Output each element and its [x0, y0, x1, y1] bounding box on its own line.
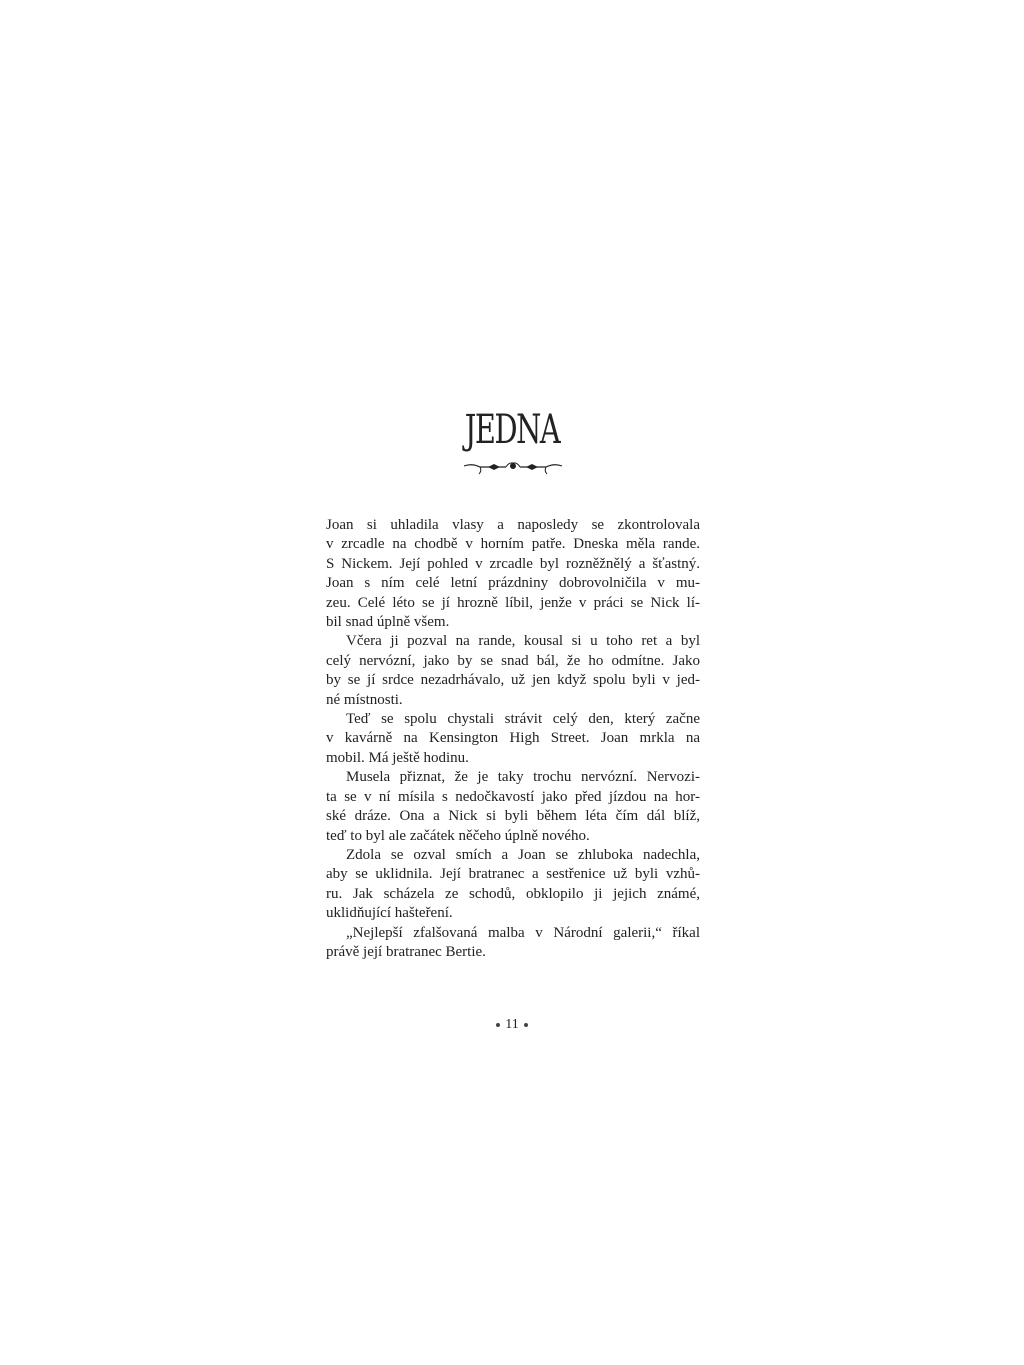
chapter-title: JEDNA — [464, 407, 560, 453]
text-line: Joan s ním celé letní prázdniny dobrovolničila v mu- — [326, 575, 700, 592]
page-number-label: 11 — [505, 1017, 519, 1032]
text-line: né místnosti. — [326, 691, 403, 708]
text-line: ta se v ní mísila s nedočkavostí jako před jízdou na hor- — [326, 788, 700, 805]
text-line: Zdola se ozval smích a Joan se zhluboka nadechla, — [346, 846, 700, 863]
text-line: mobil. Má ještě hodinu. — [326, 749, 469, 766]
text-line: S Nickem. Její pohled v zrcadle byl rozněžnělý a šťastný. — [326, 555, 700, 572]
text-line: zeu. Celé léto se jí hrozně líbil, jenže v práci se Nick lí- — [326, 594, 700, 611]
body-text — [326, 516, 700, 962]
text-line: celý nervózní, jako by se snad bál, že ho odmítne. Jako — [326, 652, 700, 669]
text-line: by se jí srdce nezadrhávalo, už jen když spolu byli v jed- — [326, 672, 700, 689]
text-line: Včera ji pozval na rande, kousal si u toho ret a byl — [346, 633, 700, 650]
bullet-icon — [496, 1023, 500, 1027]
text-line: v kavárně na Kensington High Street. Joan mrkla na — [326, 730, 700, 747]
text-line: právě její bratranec Bertie. — [326, 943, 486, 960]
page-number — [0, 1016, 1024, 1034]
bullet-icon — [524, 1023, 528, 1027]
text-line: ské dráze. Ona a Nick si byli během léta čím dál blíž, — [326, 808, 700, 825]
text-line: bil snad úplně všem. — [326, 614, 450, 631]
text-line: ru. Jak scházela ze schodů, obklopilo ji jejich známé, — [326, 885, 700, 902]
text-line: aby se uklidnila. Její bratranec a sestřenice už byli vzhů- — [326, 866, 700, 883]
text-line: teď to byl ale začátek něčeho úplně nového. — [326, 827, 590, 844]
text-line: Joan si uhladila vlasy a naposledy se zkontrolovala — [326, 517, 700, 533]
text-line: „Nejlepší zfalšovaná malba v Národní galerii,“ říkal — [346, 924, 700, 941]
text-line: v zrcadle na chodbě v horním patře. Dneska měla rande. — [326, 536, 700, 553]
ornament-divider-icon — [462, 458, 564, 478]
text-line: Musela přiznat, že je taky trochu nervózní. Nervozi- — [346, 769, 700, 786]
text-line: Teď se spolu chystali strávit celý den, který začne — [346, 711, 700, 728]
text-line: uklidňující hašteření. — [326, 905, 453, 922]
